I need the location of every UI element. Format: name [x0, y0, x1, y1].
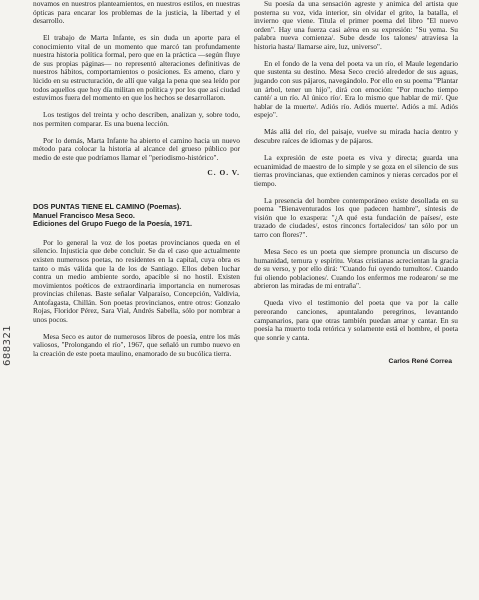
paragraph: En el fondo de la vena del poeta va un río, el Maule legendario que sustenta su destino. Mesa Seco creció alrededor de sus aguas, jugando con sus pájaros, navegándolo. Por ello en su poema "Plantar un árbol, tener un hijo", dirá con emoción: "Por mucho tiempo canté/ a un río. Al único río/. Era lo mismo que hablar de mí/. Que hablar de la muerte/. Adiós río. Adiós muerte/. Adiós a mí. Adiós espejo". [254, 58, 458, 120]
paragraph: Su poesía da una sensación agreste y animica del artista que posterna su voz, vida interior, sin olvidar el grito, la batalla, el invierno que viene. Titula el primer poema del libro "El nuevo orden". Hay una fuerza casi aérea en su expresión: "Su yema. Su palabra nueva comienza/. Sube desde los talones/ atraviesa la historia hasta/ llamarse aire, luz, universo". [254, 0, 458, 51]
paragraph: Queda vivo el testimonio del poeta que va por la calle pereorando canciones, apuntalando peregrinos, levantando campanarios, para que otras también puedan amar y cantar. En su poesía ha muerto toda retórica y solamente está el hombre, el poeta que sonríe y canta. [254, 298, 458, 342]
paragraph: Por lo general la voz de los poetas provincianos queda en el silencio. Injusticia que debe concluir. Se da el caso que actualmente existen numerosos poetas, no residentes en la capital, cuya obra es tanto o más válida que la de los de Santiago. Ellos deben luchar contra un medio ambiente sordo, apacible si no hostil. Existen movimientos poéticos de extraordinaria importancia en numerosas provincias chilenas. Baste señalar Valparaíso, Concepción, Valdivia, Antofagasta, Chillán. Son poetas provincianos, entre otros: Gonzalo Rojas, Floridor Pérez, Sara Vial, Andrés Sabella, sólo por nombrar a unos pocos. [33, 237, 240, 324]
book-title: DOS PUNTAS TIENE EL CAMINO (Poemas). [33, 202, 182, 212]
paragraph: Más allá del río, del paisaje, vuelve su mirada hacia dentro y descubre raíces de idiomas y de pájaros. [254, 127, 458, 145]
right-column [254, 0, 458, 367]
paragraph: Mesa Seco es autor de numerosos libros de poesía, entre los más valiosos, "Prolongando el río", 1967, que señaló un rumbo nuevo en la creación de este poeta maulino, enamorado de su bucólica tierra. [33, 331, 240, 359]
paragraph: novamos en nuestros planteamientos, en nuestros estilos, en nuestras ópticas para encarar los problemas de la justicia, la libertad y el desarrollo. [33, 0, 240, 26]
handwritten-catalog-number: 688321 [2, 324, 13, 366]
paragraph: Los testigos del treinta y ocho describen, analizan y, sobre todo, nos permiten comparar. Es una buena lección. [33, 110, 240, 128]
signature-initials: C. O. V. [207, 167, 240, 177]
paragraph: El trabajo de Marta Infante, es sin duda un aporte para el conocimiento vital de un momento que marcó tan profundamente nuestra historia política formal, pero que en la práctica —según fluye de sus propias páginas— no representó alteraciones definitivas de nuestros hábitos, comportamientos o posiciones. Es ameno, claro y lúcido en su estructuración, de allí que valga la pena que sea leído por todos aquellos que hoy día militan en política y por los que así ciudad estuvimos fuera del momento en que los hechos se desarrollaron. [33, 33, 240, 103]
book-publisher: Ediciones del Grupo Fuego de la Poesía, 1971. [33, 219, 192, 229]
paragraph: Mesa Seco es un poeta que siempre pronuncia un discurso de humanidad, ternura y espíritu. Votas cristianas acrecientan la gracia de su verso, y por ello dirá: "Cuando fui oyendo tumultos/. Cuando fui oliendo poblaciones/. Cuando los enfermos me rodearon/ se me abrieron las miradas de mi entraña". [254, 247, 458, 291]
book-author: Manuel Francisco Mesa Seco. [33, 210, 135, 220]
paragraph: Por lo demás, Marta Infante ha abierto el camino hacia un nuevo método para colocar la historia al alcance del grueso público por medio de este que podríamos llamar el "periodismo-histórico". [33, 135, 240, 162]
paragraph: La expresión de este poeta es viva y directa; guarda una ecuanimidad de maestro de lo simple y se goza en el silencio de sus tierras provincianas, que extienden caminos y nieras cercados por el tiempo. [254, 152, 458, 188]
paragraph: La presencia del hombre contemporáneo existe desollada en su poema "Bienaventurados los que padecen hambre", síntesis de visión que lo exaspera: "¿A qué esta fundación de países/, este trazado de ciudades/, estos rinconcs fortalecidos/ tan sólo por un tarro con flores?". [254, 195, 458, 239]
review-heading [33, 203, 240, 229]
left-column [33, 0, 240, 367]
author-signature: Carlos René Correa [388, 358, 452, 366]
